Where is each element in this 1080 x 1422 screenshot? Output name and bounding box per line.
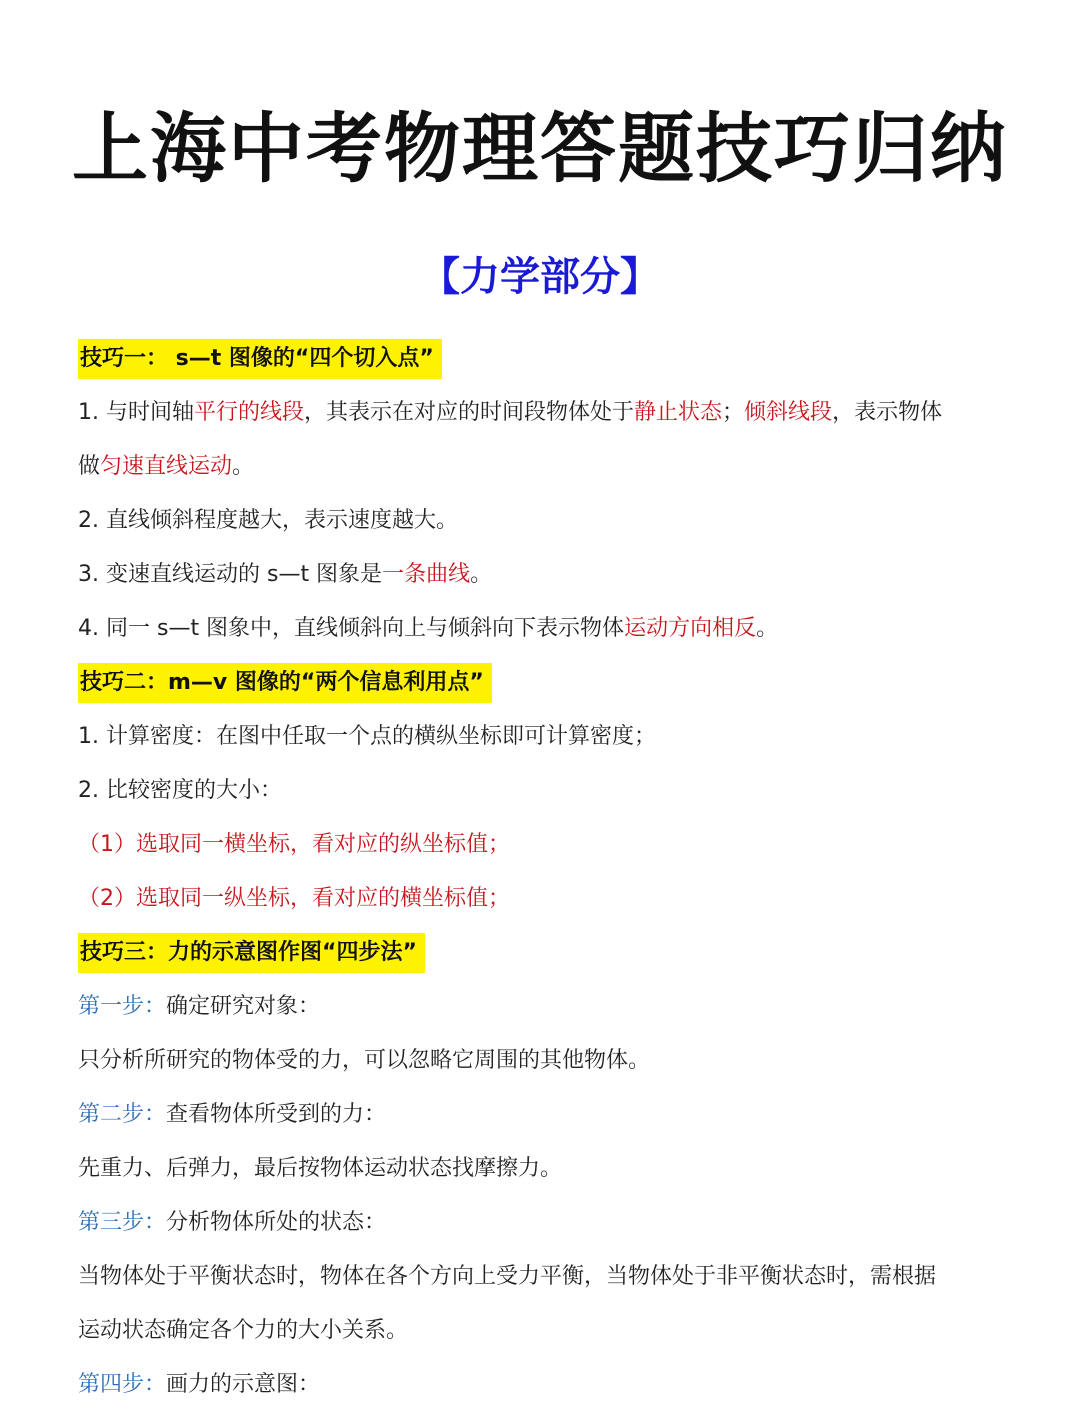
tip2-item2: 2. 比较密度的大小： xyxy=(78,778,282,803)
text: 4. 同一 s—t 图象中，直线倾斜向上与倾斜向下表示物体 xyxy=(78,616,625,641)
step1-label: 第一步： xyxy=(78,994,167,1019)
tip1-item3 xyxy=(78,548,1018,602)
tip2-subitem1: （1）选取同一横坐标，看对应的纵坐标值； xyxy=(78,832,510,857)
step3-line xyxy=(78,1196,1018,1250)
article-body xyxy=(78,332,1018,1412)
text: 1. 与时间轴 xyxy=(78,400,194,425)
tip3-heading: 技巧三：力的示意图作图“四步法” xyxy=(78,933,425,973)
highlight-text: 平行的线段 xyxy=(193,400,304,425)
step3-desc-line1: 当物体处于平衡状态时，物体在各个方向上受力平衡，当物体处于非平衡状态时，需根据 xyxy=(78,1264,937,1289)
highlight-text: 运动方向相反 xyxy=(624,616,757,641)
step1-desc: 只分析所研究的物体受的力，可以忽略它周围的其他物体。 xyxy=(78,1048,651,1073)
tip2-heading: 技巧二：m—v 图像的“两个信息利用点” xyxy=(78,663,492,703)
tip1-item1-line2 xyxy=(78,440,1018,494)
step2-label: 第二步： xyxy=(78,1102,167,1127)
highlight-text: 倾斜线段 xyxy=(744,400,833,425)
tip1-item4 xyxy=(78,602,1018,656)
tip2-heading-line xyxy=(78,656,1018,710)
step2-line xyxy=(78,1088,1018,1142)
text: 做 xyxy=(78,454,101,479)
text: ，表示物体 xyxy=(832,400,943,425)
step2-text: 查看物体所受到的力： xyxy=(166,1102,387,1127)
tip2-subitem2: （2）选取同一纵坐标，看对应的横坐标值； xyxy=(78,886,510,911)
tip3-heading-line xyxy=(78,926,1018,980)
step4-text: 画力的示意图： xyxy=(166,1372,321,1397)
page-title: 上海中考物理答题技巧归纳 xyxy=(72,104,1008,193)
text: 。 xyxy=(756,616,779,641)
highlight-text: 一条曲线 xyxy=(382,562,471,587)
text: ，其表示在对应的时间段物体处于 xyxy=(304,400,635,425)
text: 3. 变速直线运动的 s—t 图象是 xyxy=(78,562,383,587)
step1-text: 确定研究对象： xyxy=(166,994,321,1019)
step2-desc: 先重力、后弹力，最后按物体运动状态找摩擦力。 xyxy=(78,1156,563,1181)
step1-line xyxy=(78,980,1018,1034)
tip1-heading-line xyxy=(78,332,1018,386)
step3-text: 分析物体所处的状态： xyxy=(166,1210,387,1235)
section-title: 【力学部分】 xyxy=(420,254,660,300)
step4-label: 第四步： xyxy=(78,1372,167,1397)
highlight-text: 匀速直线运动 xyxy=(100,454,233,479)
tip1-item2: 2. 直线倾斜程度越大，表示速度越大。 xyxy=(78,508,458,533)
step3-desc-line2: 运动状态确定各个力的大小关系。 xyxy=(78,1318,409,1343)
tip2-item1: 1. 计算密度：在图中任取一个点的横纵坐标即可计算密度； xyxy=(78,724,656,749)
highlight-text: 静止状态 xyxy=(634,400,723,425)
text: 。 xyxy=(232,454,255,479)
text: 。 xyxy=(470,562,493,587)
text: ； xyxy=(722,400,745,425)
tip1-item1-line1 xyxy=(78,386,1018,440)
tip1-heading: 技巧一： s—t 图像的“四个切入点” xyxy=(78,339,442,379)
step4-line xyxy=(78,1358,1018,1412)
step3-label: 第三步： xyxy=(78,1210,167,1235)
